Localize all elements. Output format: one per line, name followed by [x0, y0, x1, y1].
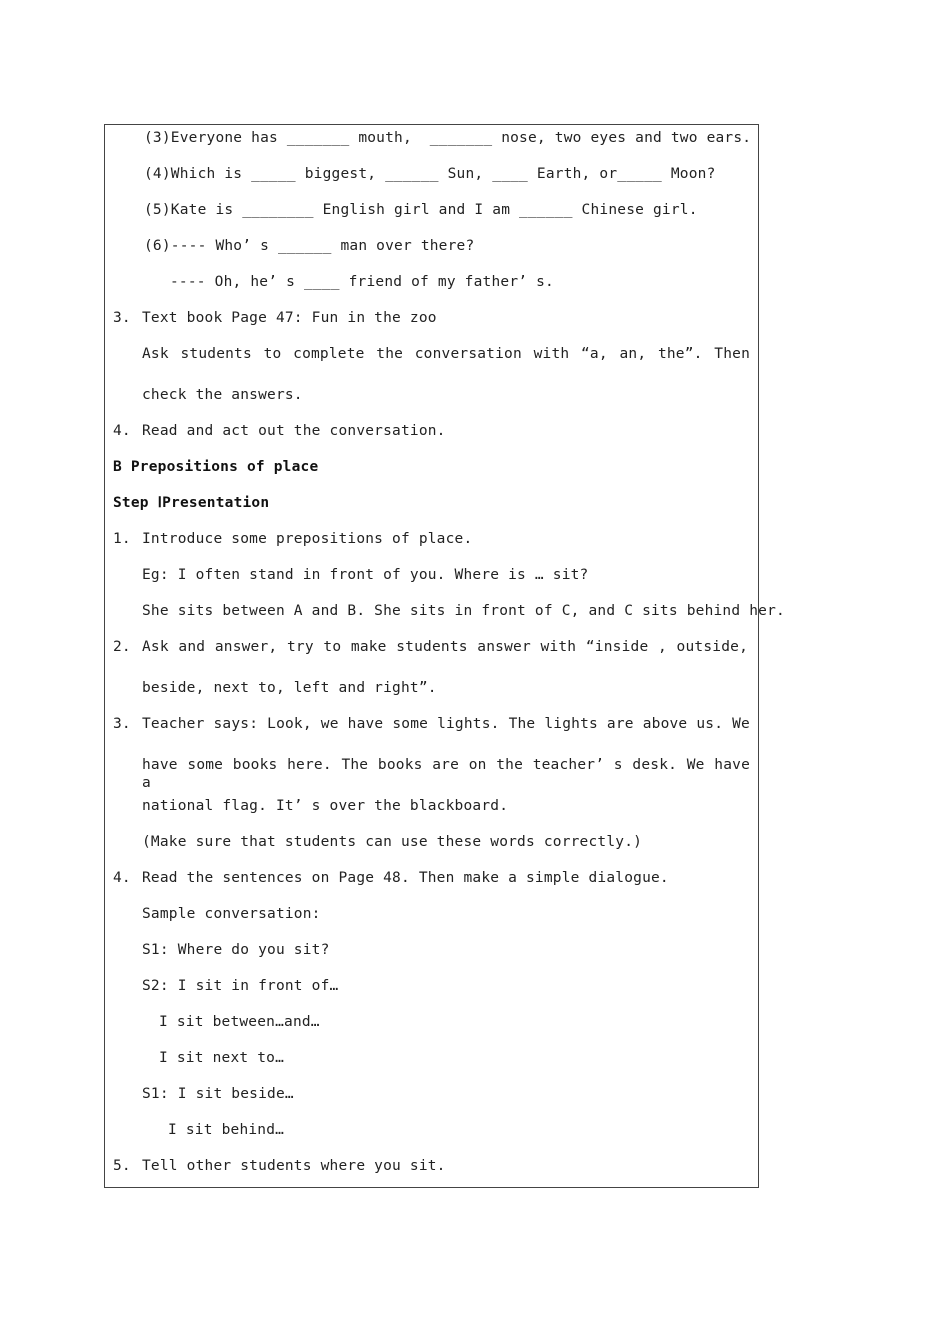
item-5-text: Tell other students where you sit.	[142, 1158, 446, 1174]
item-3-note: (Make sure that students can use these words correctly.)	[142, 834, 643, 850]
exercise-3: (3)Everyone has _______ mouth, _______ nose, two eyes and two ears.	[144, 130, 752, 146]
item-4-number: 4.	[113, 870, 131, 886]
item-3-text-cont-1: have some books here. The books are on the teacher’ s desk. We have a	[142, 757, 750, 791]
item-1-number: 1.	[113, 531, 131, 547]
item-3-text-cont-2: national flag. It’ s over the blackboard.	[142, 798, 509, 814]
exercise-5: (5)Kate is ________ English girl and I am ______ Chinese girl.	[144, 202, 698, 218]
dialogue-line-2: S2: I sit in front of…	[142, 978, 339, 994]
item-1-example-cont: She sits between A and B. She sits in front of C, and C sits behind her.	[142, 603, 785, 619]
step-3-instruction-cont: check the answers.	[142, 387, 303, 403]
dialogue-line-3: I sit between…and…	[159, 1014, 320, 1030]
exercise-4: (4)Which is _____ biggest, ______ Sun, ____ Earth, or_____ Moon?	[144, 166, 716, 182]
item-3-number: 3.	[113, 716, 131, 732]
item-5-number: 5.	[113, 1158, 131, 1174]
step-i-heading: Step ⅠPresentation	[113, 495, 270, 511]
step-4-number: 4.	[113, 423, 131, 439]
dialogue-line-1: S1: Where do you sit?	[142, 942, 330, 958]
item-2-text-cont: beside, next to, left and right”.	[142, 680, 437, 696]
step-3-instruction: Ask students to complete the conversation with “a, an, the”. Then	[142, 346, 750, 362]
item-1-example: Eg: I often stand in front of you. Where is … sit?	[142, 567, 589, 583]
item-2-number: 2.	[113, 639, 131, 655]
item-4-text: Read the sentences on Page 48. Then make a simple dialogue.	[142, 870, 669, 886]
item-4-sample-label: Sample conversation:	[142, 906, 321, 922]
step-4-text: Read and act out the conversation.	[142, 423, 446, 439]
item-1-text: Introduce some prepositions of place.	[142, 531, 473, 547]
exercise-6-line-1: (6)---- Who’ s ______ man over there?	[144, 238, 475, 254]
exercise-6-line-2: ---- Oh, he’ s ____ friend of my father’ s.	[170, 274, 554, 290]
dialogue-line-5: S1: I sit beside…	[142, 1086, 294, 1102]
dialogue-line-6: I sit behind…	[168, 1122, 285, 1138]
step-3-number: 3.	[113, 310, 131, 326]
item-3-text: Teacher says: Look, we have some lights. The lights are above us. We	[142, 716, 750, 732]
item-2-text: Ask and answer, try to make students answer with “inside , outside,	[142, 639, 748, 655]
dialogue-line-4: I sit next to…	[159, 1050, 285, 1066]
section-b-heading: B Prepositions of place	[113, 459, 319, 475]
step-3-text: Text book Page 47: Fun in the zoo	[142, 310, 437, 326]
